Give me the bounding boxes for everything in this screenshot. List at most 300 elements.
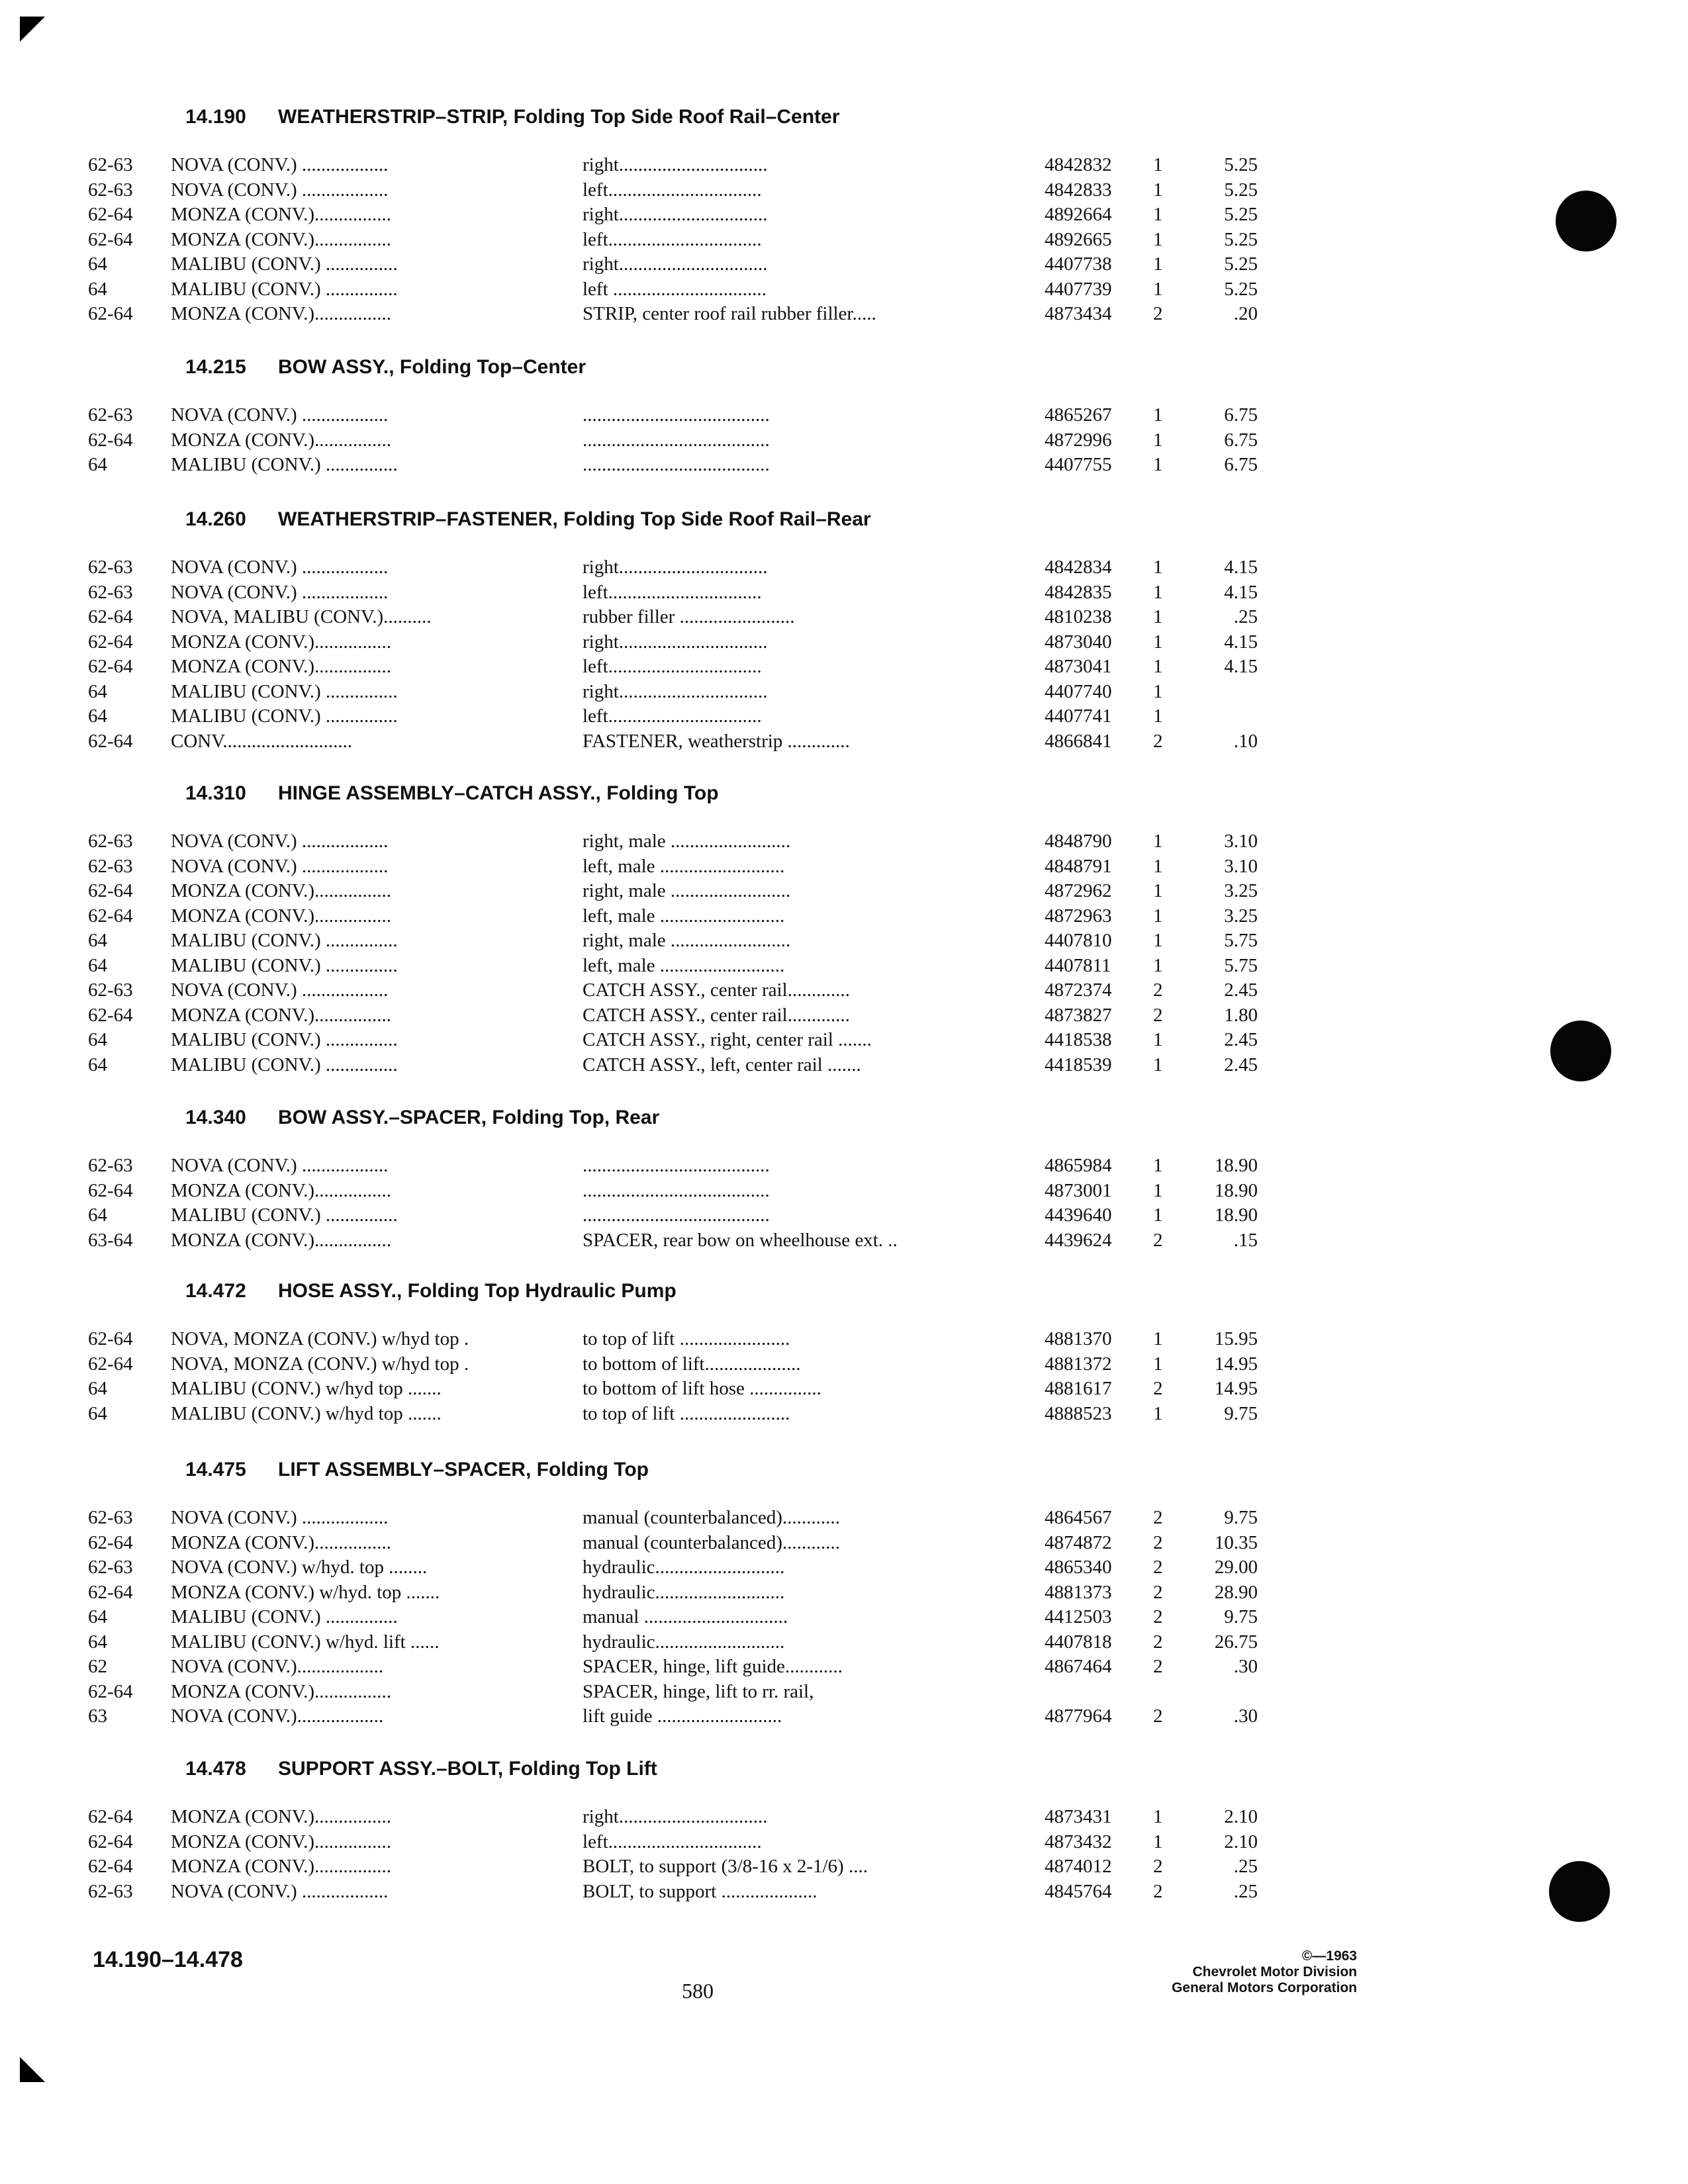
- part-number: 4407740: [1045, 680, 1112, 702]
- price: 5.25: [1224, 278, 1258, 300]
- part-number: 4439640: [1045, 1205, 1112, 1226]
- section-heading: [185, 1758, 657, 1780]
- part-number: 4881370: [1045, 1328, 1112, 1349]
- model-years: 62-63: [88, 581, 133, 603]
- model-years: 64: [88, 1378, 107, 1399]
- model-name: MALIBU (CONV.) ...............: [171, 1054, 398, 1075]
- part-description: CATCH ASSY., center rail.............: [583, 1004, 850, 1026]
- model-years: 62-64: [88, 1004, 133, 1026]
- price: 14.95: [1214, 1353, 1258, 1375]
- quantity: 1: [1153, 1328, 1163, 1349]
- quantity: 1: [1153, 1029, 1163, 1050]
- price: 1.80: [1224, 1004, 1258, 1026]
- part-description: right, male .........................: [583, 930, 791, 951]
- model-years: 64: [88, 1205, 107, 1226]
- part-description: STRIP, center roof rail rubber filler.....: [583, 303, 876, 324]
- part-description: BOLT, to support ....................: [583, 1880, 818, 1902]
- part-description: left ................................: [583, 278, 767, 300]
- price: .20: [1233, 303, 1258, 324]
- price: 15.95: [1214, 1328, 1258, 1349]
- quantity: 1: [1153, 656, 1163, 677]
- quantity: 2: [1153, 1581, 1163, 1603]
- model-years: 62-64: [88, 631, 133, 653]
- price: 3.10: [1224, 831, 1258, 852]
- section-number: 14.340: [185, 1107, 246, 1128]
- model-years: 62-63: [88, 154, 133, 175]
- price: 5.25: [1224, 253, 1258, 275]
- binder-hole-middle: [1550, 1021, 1611, 1081]
- price: 2.10: [1224, 1806, 1258, 1827]
- price: 18.90: [1214, 1179, 1258, 1201]
- part-description: SPACER, hinge, lift guide............: [583, 1656, 843, 1677]
- model-name: MONZA (CONV.)................: [171, 656, 391, 677]
- model-name: MALIBU (CONV.) ...............: [171, 680, 398, 702]
- part-description: CATCH ASSY., right, center rail .......: [583, 1029, 872, 1050]
- model-name: MONZA (CONV.)................: [171, 1856, 391, 1877]
- model-years: 64: [88, 1402, 107, 1424]
- model-years: 62-64: [88, 1806, 133, 1827]
- part-number: 4881617: [1045, 1378, 1112, 1399]
- quantity: 2: [1153, 1856, 1163, 1877]
- model-years: 62-64: [88, 1179, 133, 1201]
- part-number: 4881372: [1045, 1353, 1112, 1375]
- section-title: BOW ASSY., Folding Top–Center: [278, 356, 586, 378]
- part-number: 4407810: [1045, 930, 1112, 951]
- part-description: FASTENER, weatherstrip .............: [583, 730, 850, 752]
- model-name: NOVA (CONV.) ..................: [171, 831, 389, 852]
- model-name: MALIBU (CONV.) ...............: [171, 705, 398, 727]
- quantity: 1: [1153, 557, 1163, 578]
- quantity: 1: [1153, 1179, 1163, 1201]
- part-description: left................................: [583, 705, 762, 727]
- model-years: 62-64: [88, 303, 133, 324]
- quantity: 1: [1153, 905, 1163, 927]
- model-years: 64: [88, 930, 107, 951]
- model-name: NOVA (CONV.) ..................: [171, 404, 389, 426]
- quantity: 2: [1153, 1606, 1163, 1627]
- model-name: MALIBU (CONV.) w/hyd top .......: [171, 1402, 442, 1424]
- price: 5.25: [1224, 204, 1258, 225]
- part-description: hydraulic...........................: [583, 1581, 785, 1603]
- part-number: 4874872: [1045, 1531, 1112, 1553]
- part-description: left................................: [583, 656, 762, 677]
- part-number: 4892665: [1045, 228, 1112, 250]
- price: 5.25: [1224, 154, 1258, 175]
- part-description: left................................: [583, 581, 762, 603]
- model-name: MONZA (CONV.)................: [171, 1680, 391, 1702]
- corporation-name: General Motors Corporation: [1171, 1980, 1357, 1995]
- quantity: 1: [1153, 606, 1163, 627]
- part-description: to bottom of lift hose ...............: [583, 1378, 821, 1399]
- model-name: NOVA (CONV.) ..................: [171, 154, 389, 175]
- part-description: right...............................: [583, 253, 768, 275]
- part-number: 4865267: [1045, 404, 1112, 426]
- quantity: 1: [1153, 278, 1163, 300]
- part-description: rubber filler ........................: [583, 606, 795, 627]
- section-title: HOSE ASSY., Folding Top Hydraulic Pump: [278, 1280, 677, 1302]
- part-number: 4873040: [1045, 631, 1112, 653]
- model-years: 64: [88, 1029, 107, 1050]
- part-number: 4873434: [1045, 303, 1112, 324]
- price: 14.95: [1214, 1378, 1258, 1399]
- part-description: left, male ..........................: [583, 905, 785, 927]
- model-years: 62-64: [88, 1856, 133, 1877]
- price: 5.75: [1224, 954, 1258, 976]
- part-description: right...............................: [583, 557, 768, 578]
- part-number: 4881373: [1045, 1581, 1112, 1603]
- part-description: .......................................: [583, 429, 770, 451]
- model-name: MALIBU (CONV.) ...............: [171, 253, 398, 275]
- quantity: 2: [1153, 1378, 1163, 1399]
- quantity: 2: [1153, 1004, 1163, 1026]
- price: 5.75: [1224, 930, 1258, 951]
- part-number: 4892664: [1045, 204, 1112, 225]
- part-description: lift guide ..........................: [583, 1706, 782, 1727]
- model-years: 63: [88, 1706, 107, 1727]
- part-description: left, male ..........................: [583, 954, 785, 976]
- section-title: SUPPORT ASSY.–BOLT, Folding Top Lift: [278, 1758, 657, 1780]
- part-description: right...............................: [583, 680, 768, 702]
- quantity: 1: [1153, 954, 1163, 976]
- part-number: 4842832: [1045, 154, 1112, 175]
- model-years: 62-63: [88, 1155, 133, 1176]
- quantity: 1: [1153, 404, 1163, 426]
- quantity: 1: [1153, 1155, 1163, 1176]
- price: 29.00: [1214, 1557, 1258, 1578]
- model-name: MONZA (CONV.)................: [171, 303, 391, 324]
- model-years: 62-63: [88, 1880, 133, 1902]
- model-name: MALIBU (CONV.) ...............: [171, 1606, 398, 1627]
- price: 26.75: [1214, 1631, 1258, 1653]
- part-number: 4865984: [1045, 1155, 1112, 1176]
- model-years: 62-63: [88, 557, 133, 578]
- quantity: 1: [1153, 1831, 1163, 1852]
- price: .30: [1233, 1706, 1258, 1727]
- model-name: MALIBU (CONV.) ...............: [171, 1029, 398, 1050]
- part-description: hydraulic...........................: [583, 1557, 785, 1578]
- model-name: MONZA (CONV.)................: [171, 1831, 391, 1852]
- part-number: 4888523: [1045, 1402, 1112, 1424]
- model-name: NOVA (CONV.) ..................: [171, 1880, 389, 1902]
- model-name: MALIBU (CONV.) w/hyd top .......: [171, 1378, 442, 1399]
- part-description: manual ..............................: [583, 1606, 788, 1627]
- model-years: 62-64: [88, 905, 133, 927]
- quantity: 1: [1153, 1353, 1163, 1375]
- model-name: NOVA, MALIBU (CONV.)..........: [171, 606, 432, 627]
- model-years: 62-64: [88, 1531, 133, 1553]
- quantity: 2: [1153, 1656, 1163, 1677]
- price: .10: [1233, 730, 1258, 752]
- model-years: 62-64: [88, 606, 133, 627]
- price: 4.15: [1224, 656, 1258, 677]
- quantity: 1: [1153, 705, 1163, 727]
- price: 9.75: [1224, 1402, 1258, 1424]
- model-name: MONZA (CONV.)................: [171, 1229, 391, 1251]
- price: 2.45: [1224, 979, 1258, 1001]
- section-title: WEATHERSTRIP–STRIP, Folding Top Side Roof Rail–Center: [278, 106, 840, 128]
- price: 4.15: [1224, 581, 1258, 603]
- quantity: 1: [1153, 154, 1163, 175]
- model-name: MALIBU (CONV.) w/hyd. lift ......: [171, 1631, 440, 1653]
- price: .30: [1233, 1656, 1258, 1677]
- part-number: 4407755: [1045, 454, 1112, 475]
- price: 6.75: [1224, 404, 1258, 426]
- part-number: 4873432: [1045, 1831, 1112, 1852]
- part-description: manual (counterbalanced)............: [583, 1531, 840, 1553]
- part-description: right...............................: [583, 204, 768, 225]
- part-number: 4848790: [1045, 831, 1112, 852]
- corner-registration-mark-bottom: [20, 2057, 45, 2082]
- price: 18.90: [1214, 1155, 1258, 1176]
- part-number: 4865340: [1045, 1557, 1112, 1578]
- part-description: hydraulic...........................: [583, 1631, 785, 1653]
- model-years: 62-64: [88, 1581, 133, 1603]
- part-number: 4872996: [1045, 429, 1112, 451]
- quantity: 2: [1153, 1880, 1163, 1902]
- quantity: 1: [1153, 930, 1163, 951]
- price: 2.45: [1224, 1029, 1258, 1050]
- price: .25: [1233, 1856, 1258, 1877]
- model-name: MONZA (CONV.)................: [171, 204, 391, 225]
- quantity: 1: [1153, 1402, 1163, 1424]
- binder-hole-top: [1556, 191, 1617, 251]
- part-description: to bottom of lift....................: [583, 1353, 801, 1375]
- part-number: 4873041: [1045, 656, 1112, 677]
- section-number: 14.190: [185, 106, 246, 128]
- part-description: left................................: [583, 1831, 762, 1852]
- section-heading: [185, 782, 719, 805]
- model-name: MALIBU (CONV.) ...............: [171, 278, 398, 300]
- part-number: 4439624: [1045, 1229, 1112, 1251]
- price: 2.10: [1224, 1831, 1258, 1852]
- part-number: 4867464: [1045, 1656, 1112, 1677]
- part-description: left, male ..........................: [583, 855, 785, 877]
- price: 9.75: [1224, 1507, 1258, 1528]
- price: 3.25: [1224, 905, 1258, 927]
- quantity: 2: [1153, 979, 1163, 1001]
- copyright-year: ©—1963: [1301, 1948, 1357, 1964]
- quantity: 2: [1153, 303, 1163, 324]
- model-years: 64: [88, 278, 107, 300]
- part-description: .......................................: [583, 454, 770, 475]
- quantity: 1: [1153, 429, 1163, 451]
- price: .25: [1233, 606, 1258, 627]
- model-years: 64: [88, 705, 107, 727]
- part-number: 4407818: [1045, 1631, 1112, 1653]
- part-number: 4872962: [1045, 880, 1112, 901]
- price: 5.25: [1224, 228, 1258, 250]
- model-years: 62-64: [88, 1353, 133, 1375]
- model-name: NOVA (CONV.)..................: [171, 1656, 384, 1677]
- part-number: 4873001: [1045, 1179, 1112, 1201]
- quantity: 1: [1153, 680, 1163, 702]
- quantity: 2: [1153, 1531, 1163, 1553]
- model-years: 64: [88, 954, 107, 976]
- part-number: 4872963: [1045, 905, 1112, 927]
- model-years: 64: [88, 680, 107, 702]
- model-years: 62: [88, 1656, 107, 1677]
- model-name: NOVA (CONV.)..................: [171, 1706, 384, 1727]
- part-number: 4872374: [1045, 979, 1112, 1001]
- model-years: 62-64: [88, 656, 133, 677]
- model-years: 62-63: [88, 1507, 133, 1528]
- part-number: 4418539: [1045, 1054, 1112, 1075]
- part-number: 4418538: [1045, 1029, 1112, 1050]
- quantity: 1: [1153, 454, 1163, 475]
- quantity: 1: [1153, 631, 1163, 653]
- part-number: 4412503: [1045, 1606, 1112, 1627]
- model-name: MALIBU (CONV.) ...............: [171, 954, 398, 976]
- part-description: to top of lift .......................: [583, 1328, 790, 1349]
- model-years: 63-64: [88, 1229, 133, 1251]
- model-years: 62-64: [88, 1328, 133, 1349]
- section-number: 14.310: [185, 782, 246, 804]
- part-description: manual (counterbalanced)............: [583, 1507, 840, 1528]
- price: 9.75: [1224, 1606, 1258, 1627]
- quantity: 2: [1153, 1706, 1163, 1727]
- part-number: 4877964: [1045, 1706, 1112, 1727]
- model-years: 62-63: [88, 1557, 133, 1578]
- model-name: NOVA (CONV.) ..................: [171, 557, 389, 578]
- part-description: right...............................: [583, 1806, 768, 1827]
- model-years: 64: [88, 1054, 107, 1075]
- price: 2.45: [1224, 1054, 1258, 1075]
- price: 4.15: [1224, 631, 1258, 653]
- model-name: NOVA (CONV.) ..................: [171, 855, 389, 877]
- price: 6.75: [1224, 454, 1258, 475]
- model-name: MONZA (CONV.)................: [171, 1531, 391, 1553]
- part-number: 4407811: [1045, 954, 1111, 976]
- model-years: 64: [88, 454, 107, 475]
- section-number: 14.260: [185, 508, 246, 530]
- model-years: 62-63: [88, 831, 133, 852]
- part-description: left................................: [583, 179, 762, 201]
- quantity: 1: [1153, 831, 1163, 852]
- model-name: NOVA, MONZA (CONV.) w/hyd top .: [171, 1328, 469, 1349]
- model-years: 62-64: [88, 228, 133, 250]
- model-name: MONZA (CONV.)................: [171, 905, 391, 927]
- model-name: NOVA (CONV.) ..................: [171, 1507, 389, 1528]
- part-description: BOLT, to support (3/8-16 x 2-1/6) ....: [583, 1856, 868, 1877]
- part-description: CATCH ASSY., center rail.............: [583, 979, 850, 1001]
- model-years: 64: [88, 1606, 107, 1627]
- model-name: MONZA (CONV.)................: [171, 880, 391, 901]
- model-name: MONZA (CONV.)................: [171, 1004, 391, 1026]
- section-number: 14.478: [185, 1758, 246, 1780]
- model-years: 64: [88, 1631, 107, 1653]
- division-name: Chevrolet Motor Division: [1192, 1964, 1357, 1979]
- model-name: MONZA (CONV.)................: [171, 631, 391, 653]
- part-description: right, male .........................: [583, 831, 791, 852]
- model-name: CONV...........................: [171, 730, 353, 752]
- model-years: 64: [88, 253, 107, 275]
- model-name: MONZA (CONV.)................: [171, 429, 391, 451]
- price: 3.10: [1224, 855, 1258, 877]
- part-description: SPACER, hinge, lift to rr. rail,: [583, 1680, 814, 1702]
- model-years: 62-64: [88, 429, 133, 451]
- model-name: MONZA (CONV.)................: [171, 1179, 391, 1201]
- group-range: 14.190–14.478: [93, 1947, 243, 1972]
- quantity: 1: [1153, 253, 1163, 275]
- quantity: 1: [1153, 581, 1163, 603]
- part-number: 4810238: [1045, 606, 1112, 627]
- part-description: to top of lift .......................: [583, 1402, 790, 1424]
- part-description: right...............................: [583, 154, 768, 175]
- quantity: 1: [1153, 228, 1163, 250]
- model-name: MALIBU (CONV.) ...............: [171, 1205, 398, 1226]
- model-name: NOVA (CONV.) ..................: [171, 979, 389, 1001]
- price: 28.90: [1214, 1581, 1258, 1603]
- quantity: 1: [1153, 179, 1163, 201]
- model-years: 62-63: [88, 979, 133, 1001]
- price: .15: [1233, 1229, 1258, 1251]
- part-number: 4845764: [1045, 1880, 1112, 1902]
- section-title: WEATHERSTRIP–FASTENER, Folding Top Side Roof Rail–Rear: [278, 508, 871, 530]
- quantity: 1: [1153, 1205, 1163, 1226]
- quantity: 1: [1153, 1054, 1163, 1075]
- part-number: 4407739: [1045, 278, 1112, 300]
- model-years: 62-63: [88, 404, 133, 426]
- part-description: .......................................: [583, 1155, 770, 1176]
- model-years: 62-63: [88, 179, 133, 201]
- price: 10.35: [1214, 1531, 1258, 1553]
- price: .25: [1233, 1880, 1258, 1902]
- part-description: .......................................: [583, 1205, 770, 1226]
- section-number: 14.215: [185, 356, 246, 378]
- quantity: 2: [1153, 730, 1163, 752]
- model-name: NOVA (CONV.) ..................: [171, 179, 389, 201]
- model-years: 62-64: [88, 880, 133, 901]
- section-heading: [185, 106, 839, 128]
- quantity: 2: [1153, 1557, 1163, 1578]
- part-description: SPACER, rear bow on wheelhouse ext. ..: [583, 1229, 898, 1251]
- section-title: BOW ASSY.–SPACER, Folding Top, Rear: [278, 1107, 660, 1128]
- part-description: .......................................: [583, 1179, 770, 1201]
- part-number: 4874012: [1045, 1856, 1112, 1877]
- quantity: 2: [1153, 1229, 1163, 1251]
- quantity: 2: [1153, 1631, 1163, 1653]
- corner-registration-mark-top: [20, 17, 45, 42]
- model-name: MONZA (CONV.)................: [171, 228, 391, 250]
- page-number: 580: [682, 1979, 714, 2003]
- model-name: NOVA, MONZA (CONV.) w/hyd top .: [171, 1353, 469, 1375]
- price: 3.25: [1224, 880, 1258, 901]
- section-heading: [185, 1459, 649, 1481]
- section-heading: [185, 1107, 659, 1129]
- section-heading: [185, 1280, 677, 1302]
- part-number: 4873827: [1045, 1004, 1112, 1026]
- part-number: 4873431: [1045, 1806, 1112, 1827]
- price: 6.75: [1224, 429, 1258, 451]
- model-name: MALIBU (CONV.) ...............: [171, 454, 398, 475]
- part-number: 4407741: [1045, 705, 1112, 727]
- part-number: 4407738: [1045, 253, 1112, 275]
- part-number: 4842834: [1045, 557, 1112, 578]
- part-description: right...............................: [583, 631, 768, 653]
- model-name: MALIBU (CONV.) ...............: [171, 930, 398, 951]
- part-number: 4848791: [1045, 855, 1112, 877]
- price: 4.15: [1224, 557, 1258, 578]
- model-name: NOVA (CONV.) ..................: [171, 581, 389, 603]
- section-number: 14.472: [185, 1280, 246, 1302]
- model-name: MONZA (CONV.) w/hyd. top .......: [171, 1581, 440, 1603]
- part-description: .......................................: [583, 404, 770, 426]
- part-description: right, male .........................: [583, 880, 791, 901]
- price: 18.90: [1214, 1205, 1258, 1226]
- quantity: 2: [1153, 1507, 1163, 1528]
- model-years: 62-64: [88, 1831, 133, 1852]
- section-title: HINGE ASSEMBLY–CATCH ASSY., Folding Top: [278, 782, 719, 804]
